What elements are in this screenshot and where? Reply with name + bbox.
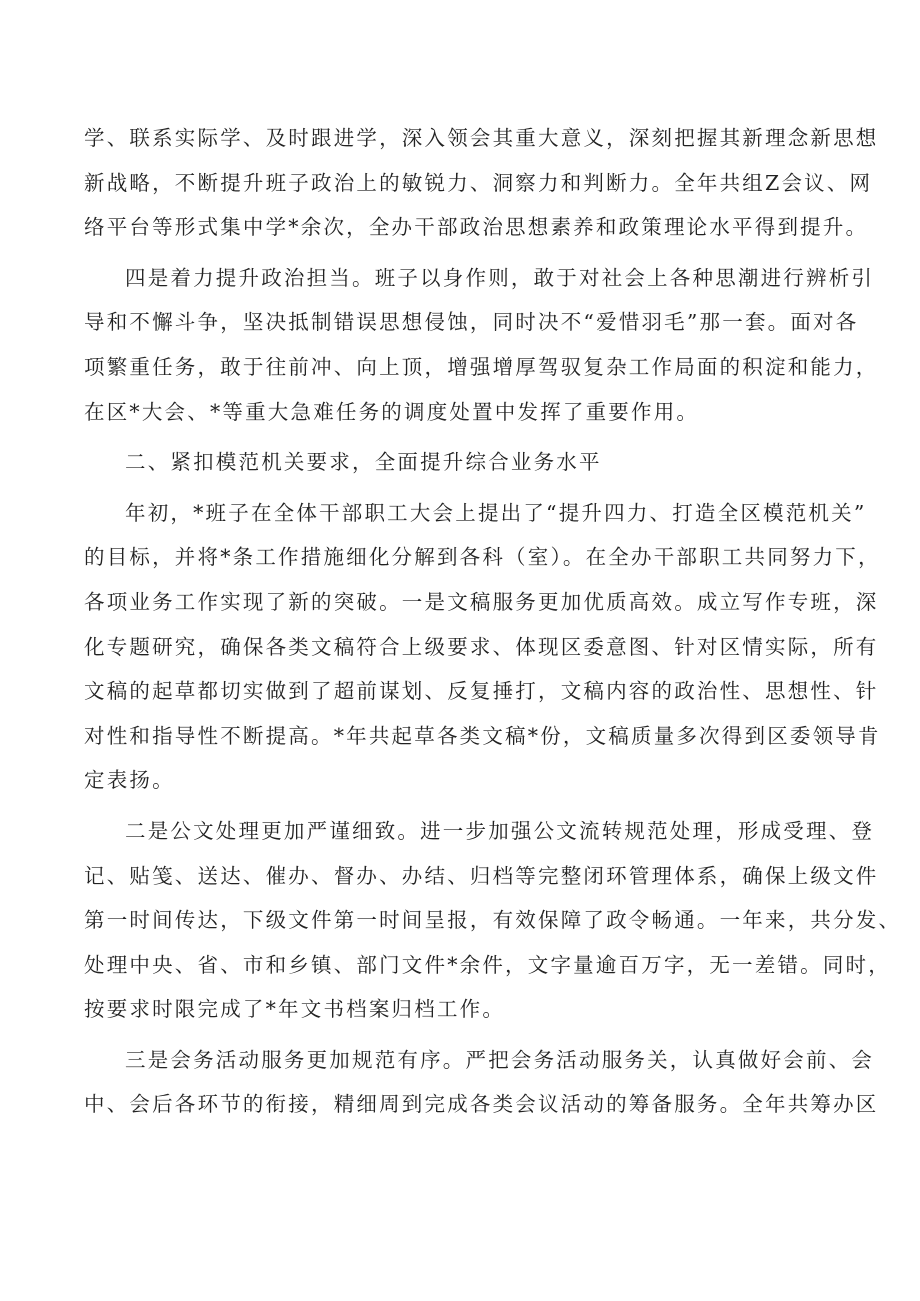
text-line: 项繁重任务，敢于往前冲、向上顶，增强增厚驾驭复杂工作局面的积淀和能力， [84,354,879,379]
paragraph-3 [84,491,881,803]
text-line: 定表扬。 [84,768,175,793]
text-line: 各项业务工作实现了新的突破。一是文稿服务更加优质高效。成立写作专班，深 [84,589,879,614]
text-line: 对性和指导性不断提高。*年共起草各类文稿*份，文稿质量多次得到区委领导肯 [84,723,881,748]
paragraph-1 [84,116,879,250]
section-heading [84,440,852,485]
text-line: 中、会后各环节的衔接，精细周到完成各类会议活动的筹备服务。全年共筹办区 [84,1092,879,1117]
text-line: 的目标，并将*条工作措施细化分解到各科（室）。在全办干部职工共同努力下， [84,545,881,570]
text-line: 第一时间传达，下级文件第一时间呈报，有效保障了政令畅通。一年来，共分发、 [84,908,902,933]
text-line: 记、贴笺、送达、催办、督办、办结、归档等完整闭环管理体系，确保上级文件 [84,863,879,888]
text-line: 年初，*班子在全体干部职工大会上提出了“提升四力、打造全区模范机关” [125,500,867,525]
text-line: 络平台等形式集中学*余次，全办干部政治思想素养和政策理论水平得到提升。 [84,215,869,240]
text-line: 在区*大会、*等重大急难任务的调度处置中发挥了重要作用。 [84,399,700,424]
text-line: 按要求时限完成了*年文书档案归档工作。 [84,997,506,1022]
text-line: 三是会务活动服务更加规范有序。严把会务活动服务关，认真做好会前、会 [125,1047,875,1072]
text-line: 新战略，不断提升班子政治上的敏锐力、洞察力和判断力。全年共组Z会议、网 [84,170,873,195]
text-line: 处理中央、省、市和乡镇、部门文件*余件，文字量逾百万字，无一差错。同时， [84,952,891,977]
paragraph-2 [84,256,879,434]
text-line: 化专题研究，确保各类文稿符合上级要求、体现区委意图、针对区情实际，所有 [84,634,879,659]
text-line: 二是公文处理更加严谨细致。进一步加强公文流转规范处理，形成受理、登 [125,818,875,843]
text-line: 学、联系实际学、及时跟进学，深入领会其重大意义，深刻把握其新理念新思想 [84,126,879,150]
text-line: 文稿的起草都切实做到了超前谋划、反复捶打，文稿内容的政治性、思想性、针 [84,679,879,704]
document-page [84,116,902,1127]
paragraph-5 [84,1038,879,1127]
heading-line: 二、紧扣模范机关要求，全面提升综合业务水平 [125,450,602,475]
text-line: 四是着力提升政治担当。班子以身作则，敢于对社会上各种思潮进行辨析引 [125,265,875,290]
paragraph-4 [84,809,902,1032]
text-line: 导和不懈斗争，坚决抵制错误思想侵蚀，同时决不“爱惜羽毛”那一套。面对各 [84,310,859,335]
